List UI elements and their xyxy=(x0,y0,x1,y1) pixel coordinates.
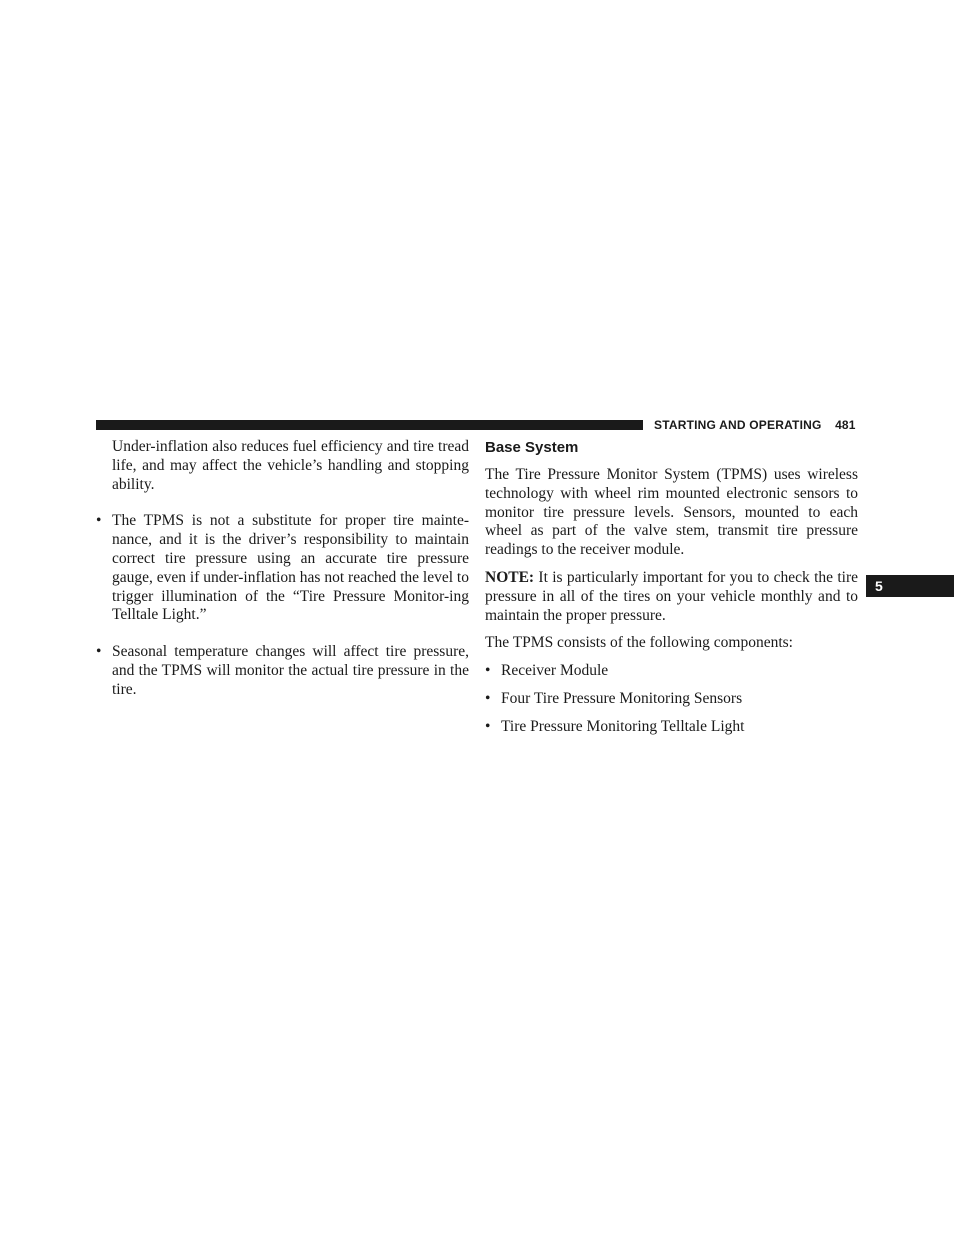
list-item-text: Seasonal temperature changes will affect tire pressure, and the TPMS will monitor the actual tire pressure in the tire. xyxy=(112,643,469,698)
section-heading: Base System xyxy=(485,439,579,456)
chapter-tab: 5 xyxy=(866,575,954,597)
left-column xyxy=(96,438,469,718)
list-item xyxy=(96,643,469,699)
note-paragraph xyxy=(485,569,858,625)
list-item xyxy=(485,718,858,737)
page-number: 481 xyxy=(835,418,856,432)
continuation-paragraph: Under-inflation also reduces fuel efficiency and tire tread life, and may affect the vehicle’s handling and stopping ability. xyxy=(112,438,469,493)
bullet-icon: • xyxy=(485,717,491,735)
running-header xyxy=(654,418,856,432)
list-item-text: Four Tire Pressure Monitoring Sensors xyxy=(501,689,743,707)
note-label: NOTE: xyxy=(485,568,535,586)
components-list xyxy=(485,662,858,736)
bullet-icon: • xyxy=(96,512,102,530)
list-item-text: The TPMS is not a substitute for proper tire mainte-nance, and it is the driver’s responsibility to maintain correct tire pressure using an accurate tire pressure gauge, even if under-inflation has not reached the level to trigger illumination of the “Tire Pressure Monitor-ing Telltale Light.” xyxy=(112,512,469,624)
bullet-icon: • xyxy=(96,643,102,661)
components-intro: The TPMS consists of the following components: xyxy=(485,634,793,652)
bullet-icon: • xyxy=(485,689,491,707)
list-item xyxy=(96,512,469,625)
bullet-icon: • xyxy=(485,662,491,680)
list-item xyxy=(485,662,858,681)
right-column xyxy=(485,438,858,746)
list-item-text: Tire Pressure Monitoring Telltale Light xyxy=(501,717,745,735)
note-text: It is particularly important for you to check the tire pressure in all of the tires on your vehicle monthly and to maintain the proper pressure. xyxy=(485,568,858,624)
intro-paragraph: The Tire Pressure Monitor System (TPMS) uses wireless technology with wheel rim mounted electronic sensors to monitor tire pressure levels. Sensors, mounted to each wheel as part of the valve stem, transmit tire pressure readings to the receiver module. xyxy=(485,466,858,559)
list-item-text: Receiver Module xyxy=(501,662,609,680)
list-item xyxy=(485,690,858,709)
header-rule xyxy=(96,420,643,430)
section-title: STARTING AND OPERATING xyxy=(654,418,822,432)
